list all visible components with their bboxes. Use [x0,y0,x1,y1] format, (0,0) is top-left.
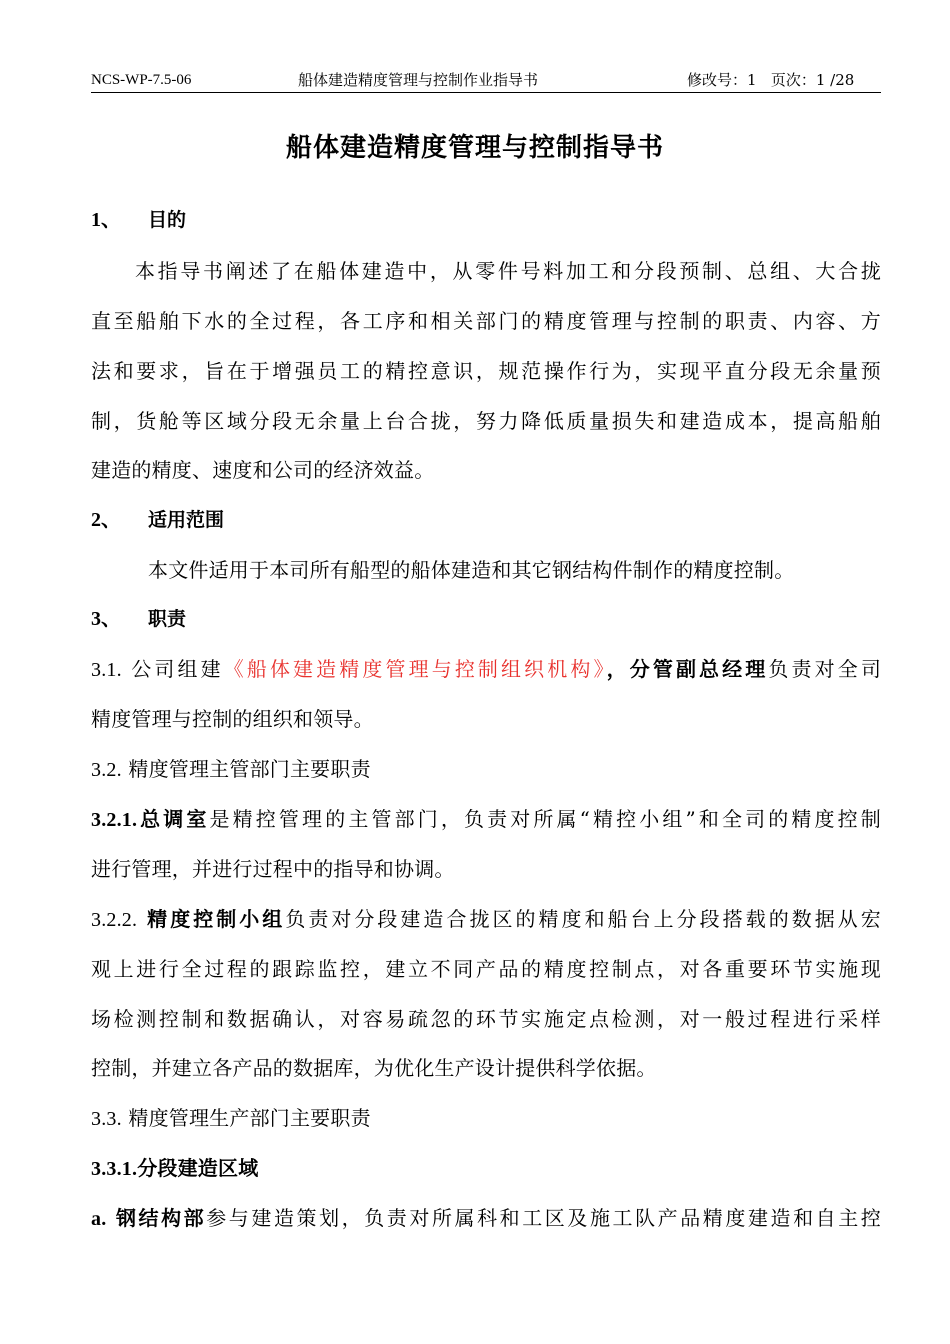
para-3-3-text: 精度管理生产部门主要职责 [121,1106,371,1130]
section-2-number: 2、 [91,509,121,531]
para-3-2-1-number: 3.2.1. [91,809,138,831]
para-3-2-number: 3.2. [91,759,122,781]
header-doc-name: 船体建造精度管理与控制作业指导书 [298,71,539,89]
para-3-1-text-a: 公司组建 [121,657,224,681]
para-3-2 [91,754,881,785]
para-a-bold: 钢结构部 [106,1206,207,1230]
para-a-number: a. [91,1208,107,1230]
para-3-3-number: 3.3. [91,1108,122,1130]
section-1-number: 1、 [91,209,121,231]
para-3-3 [91,1103,881,1134]
page-header [91,70,881,93]
para-3-2-1-text: 是精控管理的主管部门，负责对所属“精控小组”和全司的精度控制 [209,807,881,831]
para-3-2-2-number: 3.2.2. [91,909,138,931]
para-a-line-1 [91,1203,881,1234]
section-1-heading: 目的 [148,209,187,231]
para-3-3-1-number: 3.3.1. [91,1158,138,1180]
para-3-2-text: 精度管理主管部门主要职责 [121,757,371,781]
para-a-text: 参与建造策划，负责对所属科和工区及施工队产品精度建造和自主控 [206,1206,882,1230]
para-3-1-line-2: 精度管理与控制的组织和领导。 [91,707,374,731]
document-title: 船体建造精度管理与控制指导书 [285,133,664,163]
para-3-1-text-b: 负责对全司 [768,657,882,681]
org-structure-doc-link[interactable]: 《船体建造精度管理与控制组织机构》 [223,657,607,681]
section-1-line-4: 制，货舱等区域分段无余量上台合拢，努力降低质量损失和建造成本，提高船舶 [91,409,881,433]
section-2-line: 本文件适用于本司所有船型的船体建造和其它钢结构件制作的精度控制。 [148,558,795,582]
para-3-1-bold: 分管副总经理 [629,657,769,681]
para-3-2-2-line-4: 控制，并建立各产品的数据库，为优化生产设计提供科学依据。 [91,1056,657,1080]
para-3-2-1-line-2: 进行管理，并进行过程中的指导和协调。 [91,857,455,881]
section-2-heading: 适用范围 [148,509,225,531]
para-3-2-1-line-1 [91,804,881,835]
section-3-heading: 职责 [148,608,187,630]
para-3-2-2-line-2: 观上进行全过程的跟踪监控，建立不同产品的精度控制点，对各重要环节实施现 [91,957,881,981]
para-3-2-2-line-3: 场检测控制和数据确认，对容易疏忽的环节实施定点检测，对一般过程进行采样 [91,1007,881,1031]
para-3-2-2-bold: 精度控制小组 [137,907,286,931]
header-doc-code: NCS-WP-7.5-06 [91,72,192,88]
section-1-line-1: 本指导书阐述了在船体建造中，从零件号料加工和分段预制、总组、大合拢 [135,259,881,283]
section-1-line-3: 法和要求，旨在于增强员工的精控意识，规范操作行为，实现平直分段无余量预 [91,359,881,383]
section-1-line-5: 建造的精度、速度和公司的经济效益。 [91,458,435,482]
para-3-1-number: 3.1. [91,659,122,681]
para-3-1-comma: ， [606,657,630,681]
header-revision-page: 修改号：1 页次：1 /28 [687,71,855,89]
para-3-1-line-1 [91,654,881,685]
section-3-number: 3、 [91,608,121,630]
section-1-line-2: 直至船舶下水的全过程，各工序和相关部门的精度管理与控制的职责、内容、方 [91,309,881,333]
para-3-2-2-line-1 [91,904,881,935]
para-3-2-2-text: 负责对分段建造合拢区的精度和船台上分段搭载的数据从宏 [285,907,881,931]
para-3-3-1-bold: 分段建造区域 [137,1156,259,1180]
para-3-3-1 [91,1153,881,1184]
para-3-2-1-bold: 总调室 [137,807,210,831]
